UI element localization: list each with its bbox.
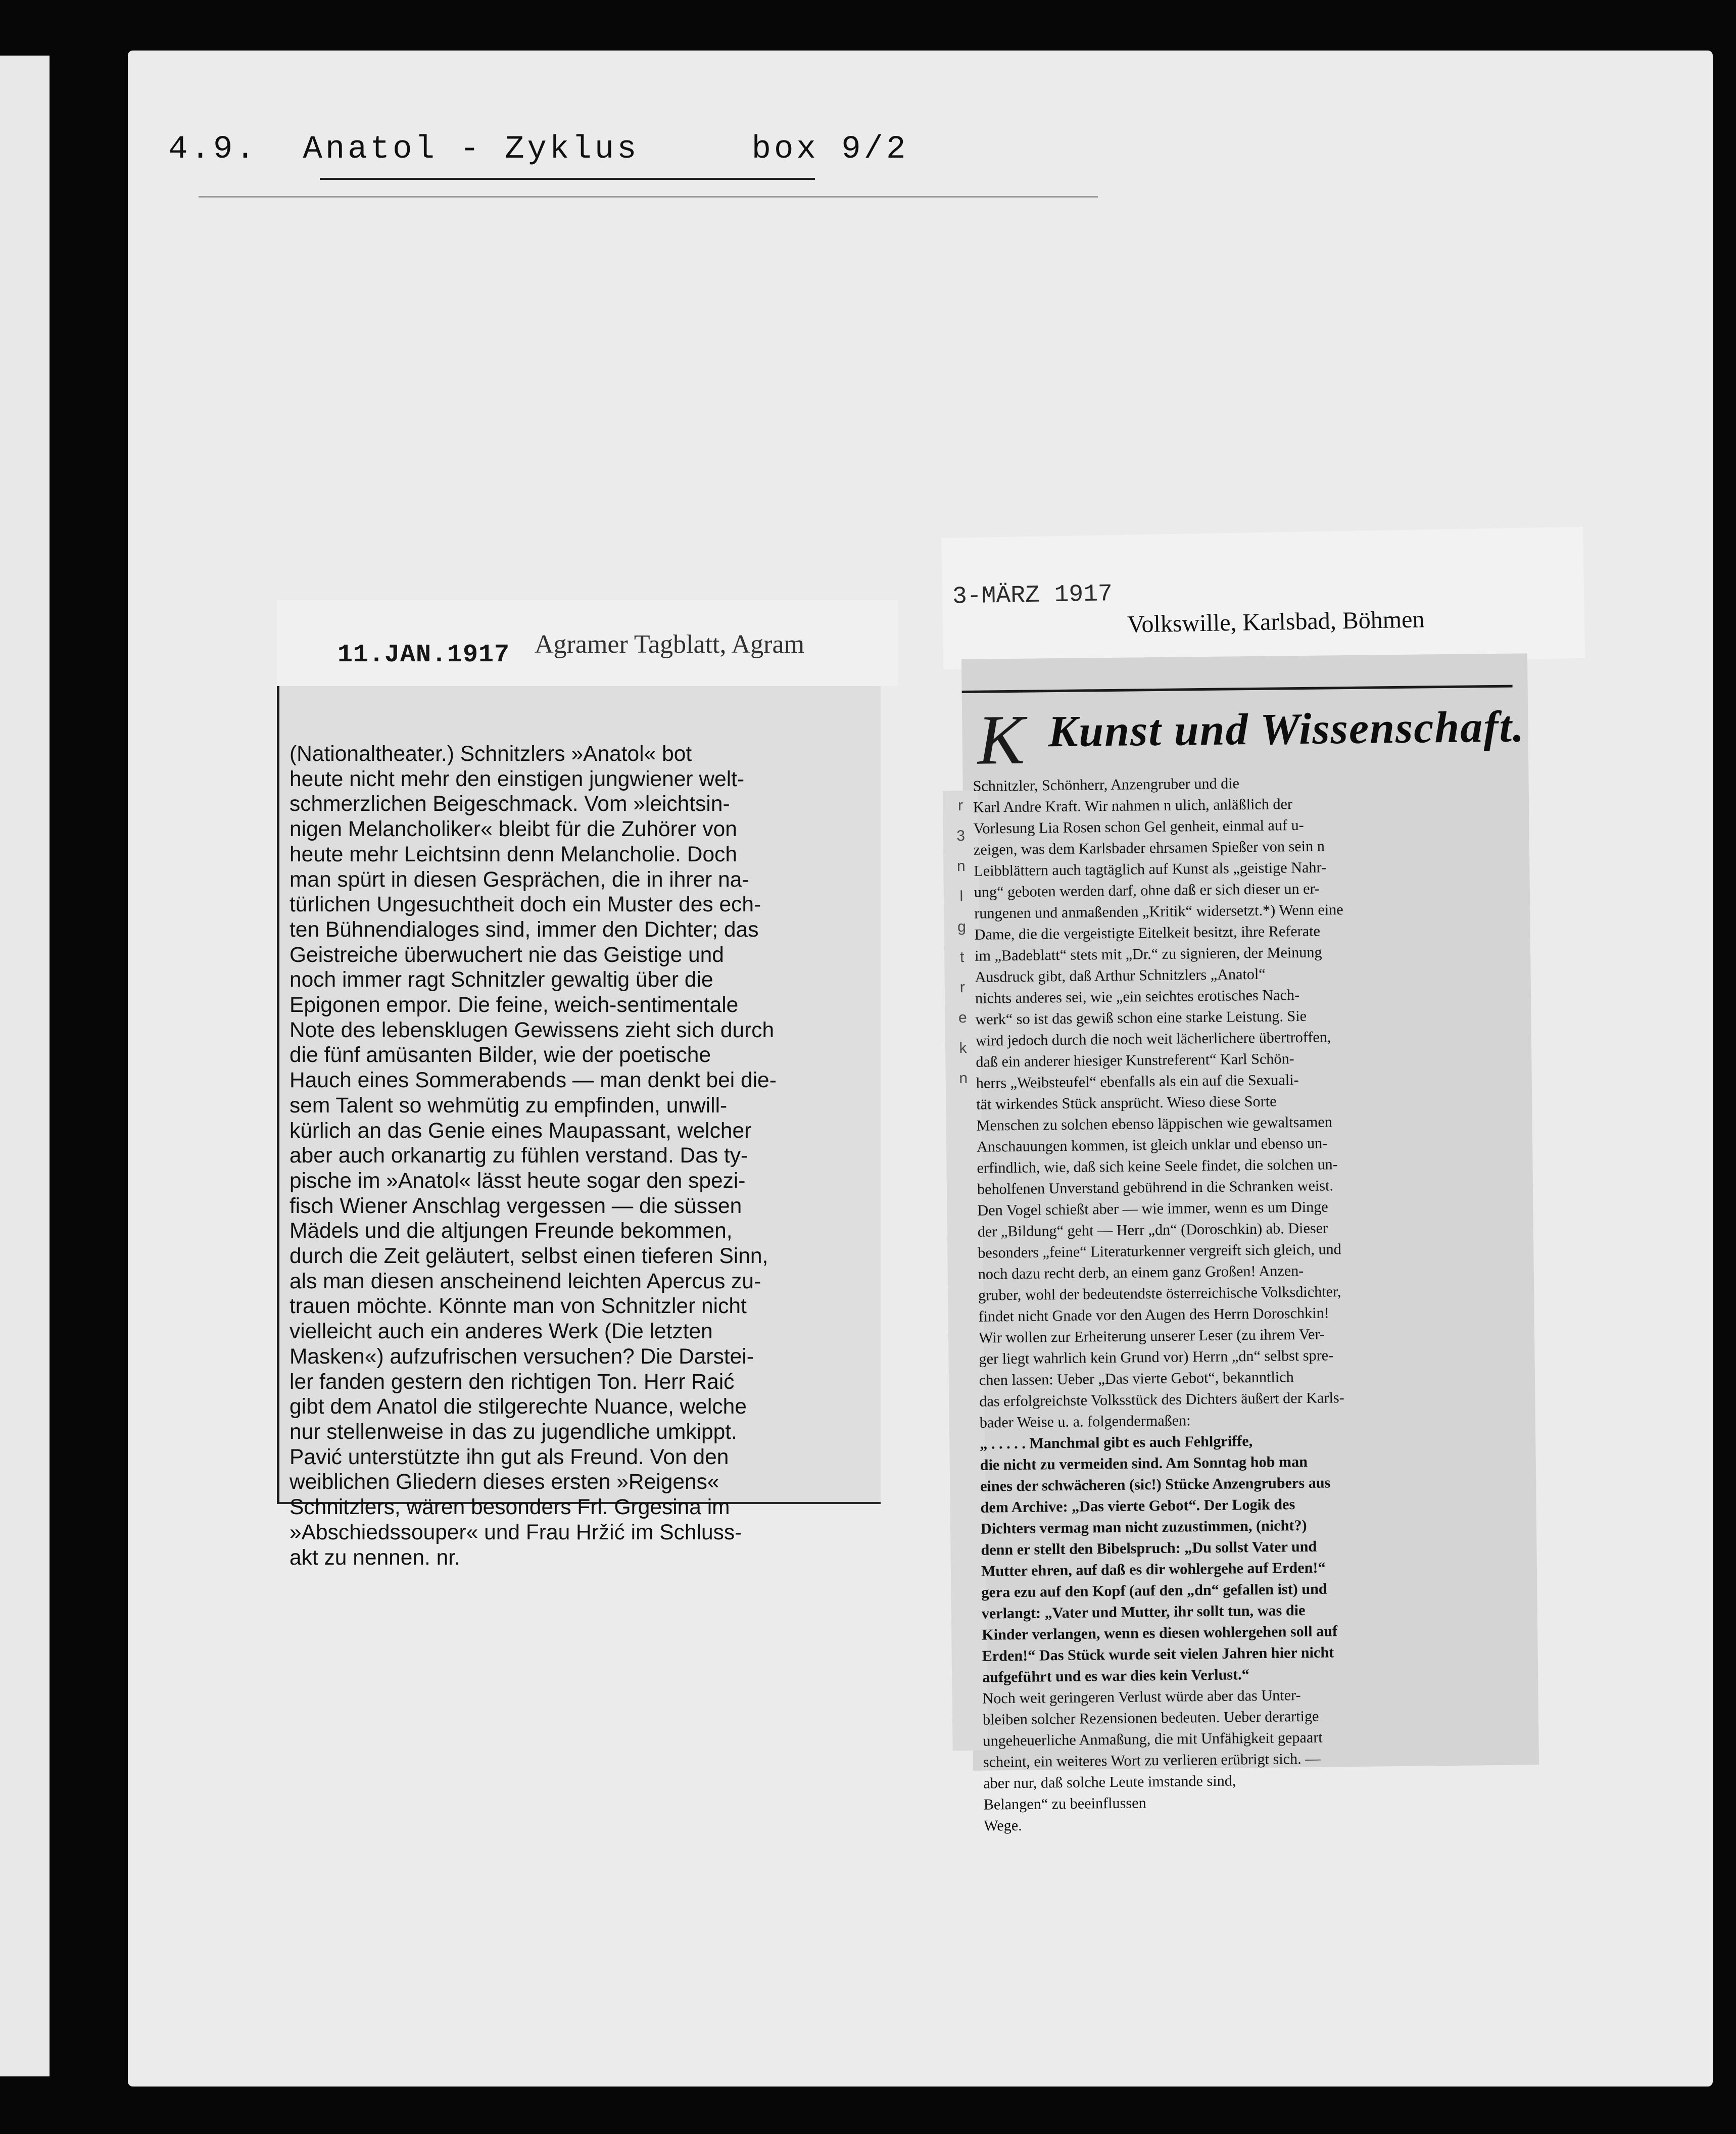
text-line: akt zu nennen. nr. (290, 1545, 460, 1570)
header-rule (199, 196, 1098, 198)
text-line: das erfolgreichste Volksstück des Dichters äußert der Karls- (979, 1389, 1344, 1410)
text-line: findet nicht Gnade vor den Augen des Herrn Doroschkin! (978, 1304, 1329, 1325)
text-line: bader Weise u. a. folgendermaßen: (979, 1412, 1191, 1431)
clipping-label (941, 527, 1585, 669)
text-line: ung“ geboten werden darf, ohne daß er sich dieser un er- (974, 880, 1320, 901)
text-line: denn er stellt den Bibelspruch: „Du sollst Vater und (981, 1537, 1317, 1559)
text-line: man spürt in diesen Gesprächen, die in ihrer na- (290, 867, 749, 892)
text-line: gruber, wohl der bedeutendste österreichische Volksdichter, (978, 1283, 1341, 1304)
text-line: Wege. (984, 1816, 1022, 1834)
text-line: als man diesen anscheinend leichten Apercus zu- (290, 1269, 761, 1293)
text-line: Kinder verlangen, wenn es diesen wohlergehen soll auf (982, 1622, 1338, 1643)
newspaper-cutout (956, 653, 1539, 1834)
text-line: ten Bühnendialoges sind, immer den Dichter; das (290, 917, 759, 942)
text-line: Dichters vermag man nicht zuzustimmen, (nicht?) (980, 1516, 1307, 1537)
margin-fragment: e (958, 1009, 967, 1027)
adjacent-frame-edge (0, 56, 50, 2076)
text-line: rungenen und anmaßenden „Kritik“ widersetzt.*) Wenn eine (974, 901, 1343, 922)
handwritten-k-mark: K (977, 700, 1025, 780)
text-line: Schnitzlers, wären besonders Frl. Grgesina im (290, 1495, 730, 1520)
text-line: beholfenen Unverstand gebührend in die Schranken weist. (977, 1177, 1334, 1198)
text-line: daß ein anderer hiesiger Kunstreferent“ Karl Schön- (976, 1050, 1294, 1071)
text-line: ler fanden gestern den richtigen Ton. Herr Raić (290, 1370, 735, 1394)
text-line: werk“ so ist das gewiß schon eine starke Leistung. Sie (975, 1007, 1307, 1028)
text-line: ger liegt wahrlich kein Grund vor) Herrn „dn“ selbst spre- (979, 1346, 1334, 1368)
text-line: verlangt: „Vater und Mutter, ihr sollt tun, was die (981, 1601, 1306, 1622)
text-line: Schnitzler, Schönherr, Anzengruber und die (973, 774, 1240, 795)
text-line: chen lassen: Ueber „Das vierte Gebot“, bekanntlich (979, 1368, 1294, 1389)
text-line: der „Bildung“ geht — Herr „dn“ (Doroschkin) ab. Dieser (977, 1219, 1328, 1240)
text-line: heute mehr Leichtsinn denn Melancholie. Doch (290, 842, 737, 866)
section-number: 4.9. (168, 131, 258, 168)
text-line: Epigonen empor. Die feine, weich-sentimentale (290, 993, 739, 1017)
source-label: Agramer Tagblatt, Agram (535, 630, 805, 659)
text-line: Note des lebensklugen Gewissens zieht sich durch (290, 1018, 775, 1042)
text-line: Noch weit geringeren Verlust würde aber das Unter- (982, 1686, 1301, 1707)
source-label: Volkswille, Karlsbad, Böhmen (1127, 606, 1425, 638)
text-line: gibt dem Anatol die stilgerechte Nuance, welche (290, 1395, 747, 1419)
text-line: eines der schwächeren (sic!) Stücke Anzengrubers aus (980, 1474, 1331, 1495)
text-line: (Nationaltheater.) Schnitzlers »Anatol« bot (290, 742, 692, 766)
newspaper-cutout (277, 686, 881, 1570)
text-line: aufgeführt und es war dies kein Verlust.“ (982, 1666, 1249, 1686)
text-line: Karl Andre Kraft. Wir nahmen n ulich, anläßlich der (973, 795, 1293, 816)
text-line: Anschauungen kommen, ist gleich unklar und ebenso un- (976, 1134, 1328, 1155)
text-line: nigen Melancholiker« bleibt für die Zuhörer von (290, 817, 737, 842)
text-line: die nicht zu vermeiden sind. Am Sonntag hob man (980, 1452, 1308, 1474)
text-line: tät wirkendes Stück ansprücht. Wieso diese Sorte (976, 1092, 1277, 1113)
text-line: Menschen zu solchen ebenso läppischen wie gewaltsamen (976, 1113, 1332, 1134)
header-row (168, 131, 908, 168)
text-line: trauen möchte. Könnte man von Schnitzler nicht (290, 1294, 747, 1319)
text-line: Geistreiche überwuchert nie das Geistige und (290, 943, 724, 967)
text-line: schmerzlichen Beigeschmack. Vom »leichtsin- (290, 792, 730, 816)
date-stamp: 3-MÄRZ 1917 (952, 580, 1113, 611)
text-line: Wir wollen zur Erheiterung unserer Leser (zu ihrem Ver- (978, 1325, 1325, 1346)
text-line: Ausdruck gibt, daß Arthur Schnitzlers „Anatol“ (975, 965, 1266, 986)
margin-fragment: r (957, 797, 963, 814)
text-line: vielleicht auch ein anderes Werk (Die letzten (290, 1320, 713, 1344)
text-line: fisch Wiener Anschlag vergessen — die süssen (290, 1194, 742, 1218)
margin-fragment: k (959, 1039, 967, 1057)
margin-fragment: l (959, 888, 963, 905)
text-line: bleiben solcher Rezensionen bedeuten. Ueber derartige (982, 1707, 1319, 1728)
text-line: „ . . . . . Manchmal gibt es auch Fehlgriffe, (980, 1432, 1253, 1452)
margin-fragment: g (957, 918, 967, 936)
text-line: heute nicht mehr den einstigen jungwiener welt- (290, 767, 745, 791)
text-line: nur stellenweise in das zu jugendliche umkippt. (290, 1420, 737, 1444)
article-text (290, 742, 860, 1570)
text-line: pische im »Anatol« lässt heute sogar den spezi- (290, 1169, 746, 1193)
text-line: sem Talent so wehmütig zu empfinden, unwill- (290, 1093, 728, 1118)
margin-fragment: 3 (956, 827, 966, 845)
text-line: Dame, die die vergeistigte Eitelkeit besitzt, ihre Referate (974, 922, 1321, 943)
folder-title: Anatol - Zyklus (303, 131, 640, 168)
margin-fragment: n (959, 1070, 968, 1087)
text-line: noch dazu recht derb, an einem ganz Großen! Anzen- (978, 1262, 1304, 1283)
clipping-volkswille (941, 538, 1583, 1841)
text-line: Leibblättern auch tagtäglich auf Kunst als „geistige Nahr- (974, 858, 1327, 880)
margin-fragment: r (959, 979, 965, 996)
text-line: Masken«) aufzufrischen versuchen? Die Darstei- (290, 1344, 754, 1369)
margin-fragment: t (959, 948, 965, 966)
text-line: wird jedoch durch die noch weit lächerlichere übertroffen, (975, 1028, 1331, 1049)
article-heading: Kunst und Wissenschaft. (1048, 702, 1525, 757)
text-line: gera ezu auf den Kopf (auf den „dn“ gefallen ist) und (981, 1580, 1327, 1601)
text-line: noch immer ragt Schnitzler gewaltig über die (290, 968, 713, 992)
text-line: ungeheuerliche Anmaßung, die mit Unfähigkeit gepaart (983, 1728, 1323, 1750)
text-line: herrs „Weibsteufel“ ebenfalls als ein auf die Sexuali- (976, 1071, 1299, 1092)
text-line: im „Badeblatt“ stets mit „Dr.“ zu signieren, der Meinung (974, 943, 1322, 964)
article-text (973, 770, 1519, 1836)
text-line: weiblichen Gliedern dieses ersten »Reigens« (290, 1470, 719, 1494)
archive-sheet (128, 51, 1713, 2087)
clipping-agramer-tagblatt (277, 600, 898, 1570)
text-line: dem Archive: „Das vierte Gebot“. Der Logik des (980, 1495, 1295, 1516)
date-stamp: 11.JAN.1917 (337, 641, 510, 669)
title-underline (320, 178, 815, 180)
text-line: erfindlich, wie, daß sich keine Seele findet, die solchen un- (977, 1155, 1338, 1177)
text-line: besonders „feine“ Literaturkenner vergreift sich gleich, und (978, 1240, 1341, 1262)
text-line: Belangen“ zu beeinflussen (983, 1794, 1146, 1813)
text-line: kürlich an das Genie eines Maupassant, welcher (290, 1119, 752, 1143)
text-line: aber auch orkanartig zu fühlen verstand. Das ty- (290, 1144, 748, 1168)
folder-header (168, 91, 1078, 192)
text-line: Den Vogel schießt aber — wie immer, wenn es um Dinge (977, 1198, 1328, 1219)
margin-fragment: n (956, 857, 966, 875)
text-line: aber nur, daß solche Leute imstande sind, (983, 1772, 1236, 1792)
box-label: box 9/2 (751, 131, 909, 168)
column-rule (962, 685, 1513, 693)
text-line: Erden!“ Das Stück wurde seit vielen Jahren hier nicht (982, 1643, 1334, 1665)
text-line: scheint, ein weiteres Wort zu verlieren erübrigt sich. — (983, 1750, 1321, 1771)
text-line: Vorlesung Lia Rosen schon Gel genheit, einmal auf u- (973, 816, 1304, 837)
clipping-label (277, 600, 898, 686)
text-line: »Abschiedssouper« und Frau Hržić im Schluss- (290, 1520, 742, 1544)
text-line: nichts anderes sei, wie „ein seichtes erotisches Nach- (975, 986, 1300, 1007)
text-line: zeigen, was dem Karlsbader ehrsamen Spießer von sein n (973, 837, 1325, 858)
text-line: durch die Zeit geläutert, selbst einen tieferen Sinn, (290, 1244, 768, 1269)
text-line: die fünf amüsanten Bilder, wie der poetische (290, 1043, 711, 1068)
text-line: Mädels und die altjungen Freunde bekommen, (290, 1219, 733, 1243)
text-line: türlichen Ungesuchtheit doch ein Muster des ech- (290, 893, 761, 917)
text-line: Hauch eines Sommerabends — man denkt bei die- (290, 1069, 777, 1093)
text-line: Pavić unterstützte ihn gut als Freund. Von den (290, 1445, 729, 1469)
text-line: Mutter ehren, auf daß es dir wohlergehe auf Erden!“ (981, 1559, 1326, 1580)
